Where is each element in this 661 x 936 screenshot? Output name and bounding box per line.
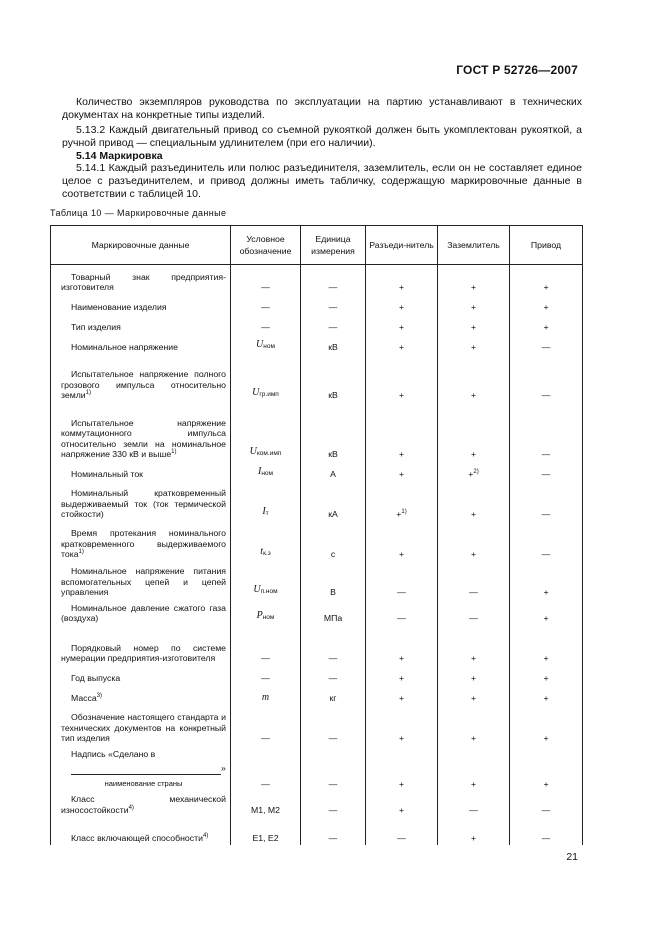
cell-drive-value: —: [541, 342, 551, 352]
cell-disconnector: [366, 686, 438, 706]
cell-unit-value: —: [328, 804, 338, 815]
cell-earthing-switch: [438, 462, 510, 482]
marking-name-text: [61, 322, 226, 333]
cell-drive-value: +: [543, 653, 549, 663]
cell-unit: [301, 482, 366, 522]
cell-drive: [510, 686, 583, 706]
symbol-text: Е1, Е2: [252, 832, 279, 843]
symbol-text: I: [262, 506, 266, 517]
cell-disconnector: [366, 746, 438, 792]
cell-unit: [301, 817, 366, 845]
cell-earthing-switch-value: +: [470, 832, 477, 843]
symbol-text: I: [257, 466, 262, 477]
header-earthing-switch: Заземлитель: [438, 226, 510, 265]
cell-drive: [510, 265, 583, 295]
cell-drive-value: +: [543, 282, 549, 292]
marking-name-text: [61, 418, 226, 460]
cell-drive-value: —: [541, 804, 551, 815]
cell-marking-name: [51, 562, 231, 600]
cell-disconnector: [366, 295, 438, 315]
symbol-subscript: ком.имп: [256, 450, 282, 457]
cell-earthing-switch-value: —: [469, 587, 478, 597]
symbol-subscript: ном: [263, 343, 275, 350]
cell-disconnector-value: +: [398, 653, 405, 663]
closing-quote: »: [221, 763, 226, 773]
marking-name-label: Номинальное давление сжатого газа (воздуха): [61, 602, 226, 623]
symbol-text: —: [261, 778, 270, 789]
cell-earthing-switch-value: +: [470, 449, 477, 459]
paragraph-copies: Количество экземпляров руководства по эксплуатации на партию устанавливают в технических документах на конкретные типы изделий.: [62, 96, 582, 121]
table-row: [51, 295, 583, 315]
cell-unit-value: кг: [329, 693, 337, 703]
marking-table: [50, 225, 583, 845]
cell-symbol: [231, 403, 301, 462]
symbol-text: —: [261, 302, 270, 312]
cell-earthing-switch: [438, 315, 510, 335]
cell-earthing-switch-value: +: [470, 509, 477, 519]
paragraph-5-13-2: 5.13.2 Каждый двигательный привод со съемной рукояткой должен быть укомплектован рукояткой, а ручной привод — специальным удлинителем (при его наличии).: [62, 124, 582, 149]
cell-symbol: [231, 355, 301, 403]
cell-disconnector: [366, 482, 438, 522]
marking-name-text: [61, 643, 226, 664]
cell-unit: [301, 686, 366, 706]
cell-disconnector: [366, 562, 438, 600]
cell-symbol: [231, 522, 301, 562]
symbol-text: —: [261, 322, 270, 332]
cell-unit: [301, 706, 366, 746]
cell-drive-value: +: [543, 733, 549, 743]
cell-disconnector: [366, 791, 438, 817]
cell-drive: [510, 522, 583, 562]
cell-disconnector-value: +: [398, 302, 405, 312]
symbol-subscript: п.ном: [260, 588, 278, 595]
cell-drive-value: +: [543, 693, 549, 703]
marking-name-label: Номинальное напряжение: [71, 342, 178, 352]
marking-name-text: [61, 272, 226, 293]
cell-unit-value: —: [328, 653, 338, 663]
symbol-text: U: [252, 387, 260, 398]
cell-drive: [510, 482, 583, 522]
symbol-text: —: [261, 282, 270, 292]
cell-unit-value: —: [328, 778, 338, 789]
marking-name-text: [61, 603, 226, 624]
symbol-text: P: [256, 610, 263, 621]
cell-symbol: [231, 817, 301, 845]
cell-earthing-switch-value: +: [470, 653, 477, 663]
symbol-subscript: т: [265, 510, 269, 517]
cell-drive-value: +: [543, 673, 549, 683]
symbol-subscript: гр.имп: [259, 391, 279, 398]
cell-unit: [301, 462, 366, 482]
cell-earthing-switch: [438, 335, 510, 355]
table-row: [51, 817, 583, 845]
cell-drive: [510, 666, 583, 686]
table-row: [51, 482, 583, 522]
cell-unit-value: —: [328, 302, 338, 312]
cell-unit-value: с: [330, 549, 336, 559]
cell-unit: [301, 666, 366, 686]
symbol-text: М1, М2: [251, 804, 280, 815]
blank-caption: наименование страны: [104, 778, 183, 788]
marking-name-label: Тип изделия: [71, 322, 121, 332]
cell-earthing-switch: [438, 817, 510, 845]
marking-name-text: [61, 528, 226, 560]
cell-symbol: [231, 706, 301, 746]
cell-marking-name: [51, 746, 231, 792]
marking-name-label: Масса: [71, 693, 97, 703]
section-title-marking: 5.14 Маркировка: [76, 150, 163, 162]
cell-drive-value: +: [543, 302, 549, 312]
cell-drive: [510, 626, 583, 666]
cell-unit: [301, 295, 366, 315]
cell-earthing-switch-value: +: [470, 778, 477, 789]
table-row: [51, 562, 583, 600]
cell-marking-name: [51, 295, 231, 315]
footnote-ref: 1): [85, 390, 91, 396]
symbol-subscript: к.з: [263, 550, 271, 557]
table-body: [51, 265, 583, 846]
cell-disconnector: [366, 817, 438, 845]
cell-drive: [510, 600, 583, 626]
cell-earthing-switch-value: +: [470, 302, 477, 312]
symbol-text: m: [261, 692, 270, 703]
cell-marking-name: [51, 335, 231, 355]
cell-earthing-switch: [438, 600, 510, 626]
cell-unit: [301, 626, 366, 666]
cell-earthing-switch: [438, 355, 510, 403]
paragraph-5-14-1: 5.14.1 Каждый разъединитель или полюс разъединителя, заземлитель, если он не составляет единое целое с разъединителем, и привод должны иметь табличку, содержащую маркировочные данные в соответствии с таблицей 10.: [62, 162, 582, 200]
table-row: [51, 355, 583, 403]
table-row: [51, 746, 583, 792]
table-row: [51, 791, 583, 817]
cell-earthing-switch-value: +: [470, 693, 477, 703]
marking-name-label: Класс механической износостойкости: [61, 794, 226, 815]
cell-drive-value: —: [541, 509, 551, 519]
cell-earthing-switch: [438, 666, 510, 686]
cell-disconnector-value: +: [398, 778, 405, 789]
table-row: [51, 600, 583, 626]
cell-disconnector-value: +: [398, 549, 405, 559]
cell-drive: [510, 403, 583, 462]
cell-marking-name: [51, 355, 231, 403]
marking-name-text: [61, 749, 226, 760]
cell-disconnector: [366, 706, 438, 746]
cell-disconnector-value: +: [398, 342, 405, 352]
marking-name-label: Номинальный ток: [71, 469, 143, 479]
cell-earthing-switch-value: —: [469, 804, 478, 815]
cell-drive-value: +: [543, 613, 549, 623]
cell-drive-value: —: [541, 390, 551, 400]
cell-unit: [301, 600, 366, 626]
symbol-text: —: [261, 733, 270, 743]
cell-earthing-switch-value: +: [470, 390, 477, 400]
marking-name-label: Номинальное напряжение питания вспомогательных цепей и цепей управления: [61, 566, 226, 597]
footnote-ref: 4): [128, 804, 134, 811]
cell-symbol: [231, 686, 301, 706]
cell-drive: [510, 355, 583, 403]
cell-drive: [510, 562, 583, 600]
cell-disconnector-value: +: [398, 733, 405, 743]
marking-name-text: [61, 712, 226, 744]
cell-earthing-switch: [438, 403, 510, 462]
symbol-text: U: [256, 339, 264, 350]
cell-symbol: [231, 462, 301, 482]
cell-disconnector-value: —: [397, 832, 406, 843]
footnote-ref: 4): [202, 832, 209, 839]
cell-unit-value: —: [328, 673, 338, 683]
cell-unit-value: —: [328, 733, 338, 743]
cell-earthing-switch: [438, 791, 510, 817]
cell-earthing-switch: [438, 522, 510, 562]
marking-name-text: [61, 794, 226, 815]
symbol-text: —: [261, 653, 270, 663]
table-row: [51, 315, 583, 335]
marking-name-label: Товарный знак предприятия-изготовителя: [61, 271, 226, 292]
cell-disconnector: [366, 600, 438, 626]
cell-marking-name: [51, 315, 231, 335]
cell-drive-value: +: [543, 322, 549, 332]
cell-drive: [510, 335, 583, 355]
cell-symbol: [231, 562, 301, 600]
cell-marking-name: [51, 522, 231, 562]
cell-drive-value: +: [543, 587, 549, 597]
table-caption: Таблица 10 — Маркировочные данные: [50, 208, 227, 218]
cell-unit: [301, 335, 366, 355]
cell-marking-name: [51, 666, 231, 686]
table-header-row: [51, 226, 583, 265]
footnote-ref: 3): [96, 693, 103, 699]
cell-marking-name: [51, 791, 231, 817]
cell-disconnector: [366, 666, 438, 686]
cell-symbol: [231, 746, 301, 792]
cell-disconnector-value: +: [396, 509, 402, 519]
table-row: [51, 706, 583, 746]
cell-marking-name: [51, 462, 231, 482]
cell-marking-name: [51, 817, 231, 845]
marking-name-text: [61, 693, 226, 704]
footnote-ref: 1): [78, 549, 84, 555]
table-row: [51, 626, 583, 666]
marking-name-label: Порядковый номер по системе нумерации предприятия-изготовителя: [61, 642, 226, 663]
cell-unit-value: кВ: [328, 342, 338, 352]
table-row: [51, 335, 583, 355]
marking-name-label: Номинальный кратковременный выдерживаемый ток (ток термической стойкости): [61, 488, 226, 519]
cell-earthing-switch: [438, 482, 510, 522]
marking-name-text: [61, 566, 226, 598]
cell-disconnector: [366, 265, 438, 295]
marking-name-text: [61, 369, 226, 401]
marking-name-label: Класс включающей способности: [71, 832, 203, 843]
cell-symbol: [231, 666, 301, 686]
cell-earthing-switch-value: +: [470, 549, 477, 559]
cell-unit-value: кВ: [328, 390, 338, 400]
marking-name-text: [61, 302, 226, 313]
cell-marking-name: [51, 626, 231, 666]
cell-drive-value: +: [543, 778, 549, 789]
cell-drive-value: —: [541, 549, 551, 559]
cell-unit-value: —: [328, 832, 338, 843]
cell-drive: [510, 746, 583, 792]
table-row: [51, 265, 583, 295]
marking-name-label: Обозначение настоящего стандарта и технических документов на конкретный тип изделия: [61, 712, 226, 743]
symbol-subscript: ном: [262, 614, 275, 621]
header-symbol: Условное обозначение: [231, 226, 301, 265]
cell-symbol: [231, 315, 301, 335]
cell-drive-value: —: [541, 832, 551, 843]
cell-disconnector-value: +: [398, 804, 405, 815]
cell-disconnector: [366, 335, 438, 355]
header-disconnector: Разъеди-нитель: [366, 226, 438, 265]
cell-drive: [510, 462, 583, 482]
footnote-ref: 2): [473, 469, 479, 475]
header-marking-data: Маркировочные данные: [51, 226, 231, 265]
cell-symbol: [231, 295, 301, 315]
cell-earthing-switch: [438, 265, 510, 295]
cell-marking-name: [51, 600, 231, 626]
cell-earthing-switch-value: +: [470, 342, 477, 352]
cell-earthing-switch-value: —: [469, 613, 478, 623]
cell-disconnector: [366, 315, 438, 335]
cell-unit: [301, 355, 366, 403]
cell-unit: [301, 746, 366, 792]
symbol-text: —: [261, 673, 270, 683]
cell-disconnector-value: +: [398, 469, 405, 479]
standard-header: ГОСТ Р 52726—2007: [456, 63, 578, 77]
cell-drive: [510, 315, 583, 335]
marking-name-label: Надпись «Сделано в: [71, 748, 156, 759]
cell-marking-name: [51, 265, 231, 295]
table-row: [51, 686, 583, 706]
marking-name-text: [61, 673, 226, 684]
cell-disconnector-value: +: [398, 282, 405, 292]
cell-earthing-switch: [438, 686, 510, 706]
marking-name-text: [61, 833, 226, 844]
cell-earthing-switch: [438, 626, 510, 666]
table-row: [51, 403, 583, 462]
cell-unit: [301, 562, 366, 600]
cell-drive: [510, 791, 583, 817]
symbol-text: U: [249, 446, 257, 457]
table-row: [51, 666, 583, 686]
cell-symbol: [231, 626, 301, 666]
cell-unit-value: —: [328, 322, 338, 332]
marking-name-label: Испытательное напряжение коммутационного импульса относительно земли на номинальное напряжение 330 кВ и выше: [61, 417, 226, 459]
cell-unit: [301, 522, 366, 562]
cell-earthing-switch-value: +: [468, 469, 474, 479]
cell-earthing-switch-value: +: [470, 733, 477, 743]
cell-disconnector: [366, 626, 438, 666]
cell-disconnector-value: +: [398, 322, 405, 332]
cell-earthing-switch: [438, 706, 510, 746]
cell-earthing-switch: [438, 562, 510, 600]
cell-disconnector: [366, 522, 438, 562]
cell-unit: [301, 791, 366, 817]
cell-earthing-switch: [438, 746, 510, 792]
cell-disconnector-value: +: [398, 449, 405, 459]
cell-disconnector-value: +: [398, 693, 405, 703]
cell-disconnector-value: +: [398, 673, 405, 683]
cell-marking-name: [51, 403, 231, 462]
marking-name-text: [61, 488, 226, 520]
marking-name-label: Испытательное напряжение полного грозового импульса относительно земли: [61, 369, 226, 400]
cell-drive: [510, 295, 583, 315]
cell-earthing-switch: [438, 295, 510, 315]
cell-unit-value: А: [330, 469, 336, 479]
cell-symbol: [231, 600, 301, 626]
blank-line: [71, 763, 221, 775]
page-number: 21: [566, 851, 578, 863]
symbol-subscript: ном: [261, 470, 274, 477]
cell-drive-value: —: [541, 449, 551, 459]
cell-earthing-switch-value: +: [470, 673, 477, 683]
cell-earthing-switch-value: +: [470, 282, 477, 292]
cell-unit-value: —: [328, 282, 338, 292]
cell-unit-value: кВ: [328, 449, 338, 459]
cell-disconnector-value: +: [398, 390, 405, 400]
symbol-text: U: [253, 584, 261, 595]
cell-marking-name: [51, 686, 231, 706]
cell-marking-name: [51, 482, 231, 522]
symbol-text: t: [260, 546, 264, 557]
footnote-ref: 1): [401, 509, 407, 515]
cell-unit-value: МПа: [323, 613, 343, 623]
footnote-ref: 1): [171, 449, 177, 455]
cell-unit: [301, 315, 366, 335]
cell-disconnector-value: —: [397, 613, 406, 623]
cell-earthing-switch-value: +: [470, 322, 477, 332]
marking-name-text: [61, 469, 226, 480]
header-unit: Единица измерения: [301, 226, 366, 265]
cell-drive: [510, 706, 583, 746]
cell-drive: [510, 817, 583, 845]
cell-disconnector: [366, 462, 438, 482]
table-row: [51, 462, 583, 482]
table-row: [51, 522, 583, 562]
marking-name-label: Время протекания номинального кратковременного выдерживаемого тока: [61, 528, 226, 559]
cell-symbol: [231, 791, 301, 817]
cell-disconnector-value: —: [397, 587, 406, 597]
marking-name-text: [61, 342, 226, 353]
cell-symbol: [231, 482, 301, 522]
cell-drive-value: —: [541, 469, 551, 479]
cell-disconnector: [366, 355, 438, 403]
cell-unit-value: В: [330, 587, 336, 597]
cell-symbol: [231, 335, 301, 355]
header-drive: Привод: [510, 226, 583, 265]
cell-unit: [301, 403, 366, 462]
cell-unit-value: кА: [328, 509, 338, 519]
cell-unit: [301, 265, 366, 295]
cell-disconnector: [366, 403, 438, 462]
cell-marking-name: [51, 706, 231, 746]
marking-name-label: Год выпуска: [71, 673, 121, 683]
cell-symbol: [231, 265, 301, 295]
marking-name-label: Наименование изделия: [71, 302, 167, 312]
